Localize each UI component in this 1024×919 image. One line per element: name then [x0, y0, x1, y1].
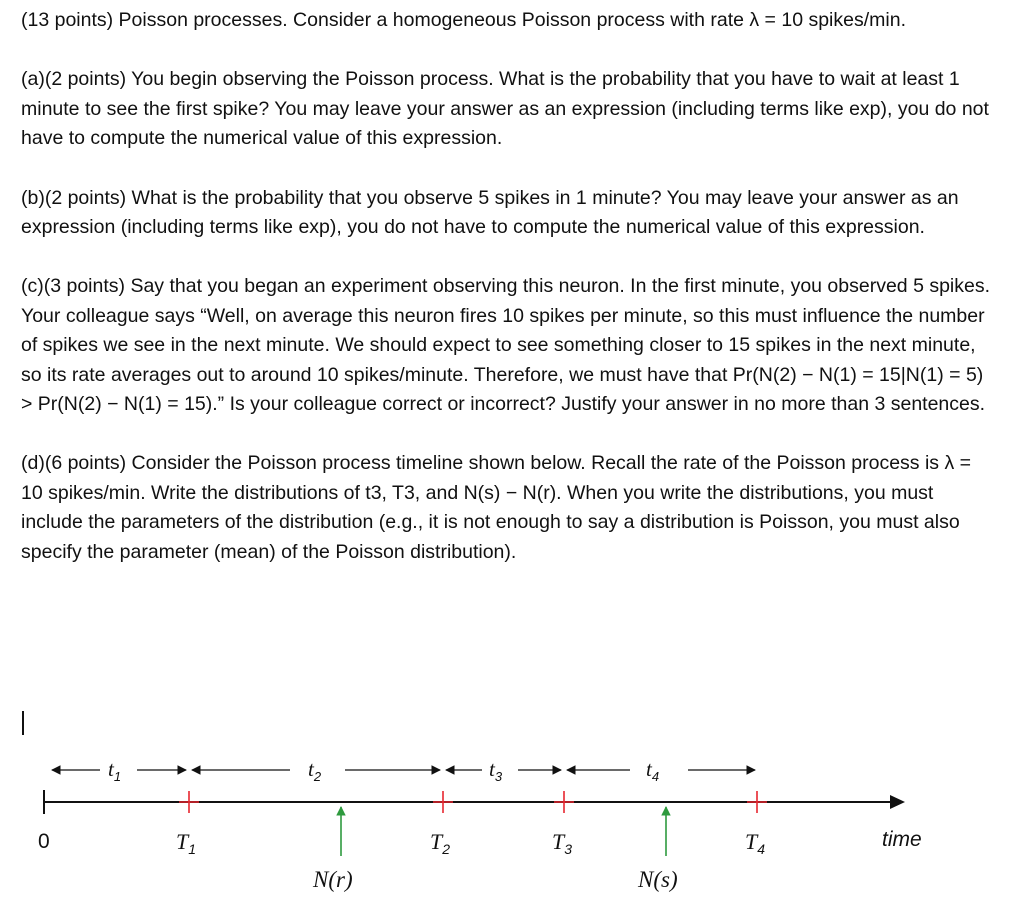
- interval-label-t2: $t_2$: [308, 757, 322, 784]
- problem-intro: (13 points) Poisson processes. Consider a homogeneous Poisson process with rate λ = 10 spikes/min.: [21, 9, 906, 31]
- spacer: [21, 242, 996, 272]
- text-cursor: [22, 711, 24, 735]
- spacer: [21, 419, 996, 449]
- question-d: (d)(6 points) Consider the Poisson process timeline shown below. Recall the rate of the Poisson process is λ = 10 spikes/min. Write the distributions of t3, T3, and N(s) − N(r). When you write the distributions, you must include the parameters of the distribution (e.g., it is not enough to say a distribution is Poisson, you must also specify the parameter (mean) of the Poisson distribution).: [21, 452, 972, 563]
- origin-label: 0: [38, 830, 50, 853]
- timeline-svg: [0, 745, 1024, 915]
- time-axis-label: time: [882, 828, 922, 851]
- interval-label-t3: $t_3$: [489, 757, 503, 784]
- question-b: (b)(2 points) What is the probability that you observe 5 spikes in 1 minute? You may leave your answer as an expression (including terms like exp), you do not have to compute the numerical value of this expression.: [21, 186, 959, 239]
- question-c: (c)(3 points) Say that you began an experiment observing this neuron. In the first minute, you observed 5 spikes. Your colleague says “Well, on average this neuron fires 10 spikes per minute, so this must influence the number of spikes we see in the next minute. We should expect to see something closer to 15 spikes in the next minute, so its rate averages out to around 10 spikes/minute. Therefore, we must have that Pr(N(2) − N(1) = 15|N(1) = 5) > Pr(N(2) − N(1) = 15).” Is your colleague correct or incorrect? Justify your answer in no more than 3 sentences.: [21, 275, 991, 416]
- count-label-Nr: N(r): [313, 867, 353, 892]
- poisson-timeline-diagram: [0, 745, 1024, 915]
- spike-label-T2: $T_2$: [430, 829, 451, 857]
- spacer: [21, 35, 996, 65]
- count-label-Ns: N(s): [638, 867, 678, 892]
- interval-label-t1: $t_1$: [108, 757, 122, 784]
- spike-label-T3: $T_3$: [552, 829, 573, 857]
- time-axis-arrowhead: [890, 795, 905, 809]
- spacer: [21, 154, 996, 184]
- spike-label-T4: $T_4$: [745, 829, 766, 857]
- problem-document: [21, 6, 996, 567]
- interval-label-t4: $t_4$: [646, 757, 660, 784]
- spike-label-T1: $T_1$: [176, 829, 197, 857]
- question-a: (a)(2 points) You begin observing the Poisson process. What is the probability that you have to wait at least 1 minute to see the first spike? You may leave your answer as an expression (including terms like exp), you do not have to compute the numerical value of this expression.: [21, 68, 989, 150]
